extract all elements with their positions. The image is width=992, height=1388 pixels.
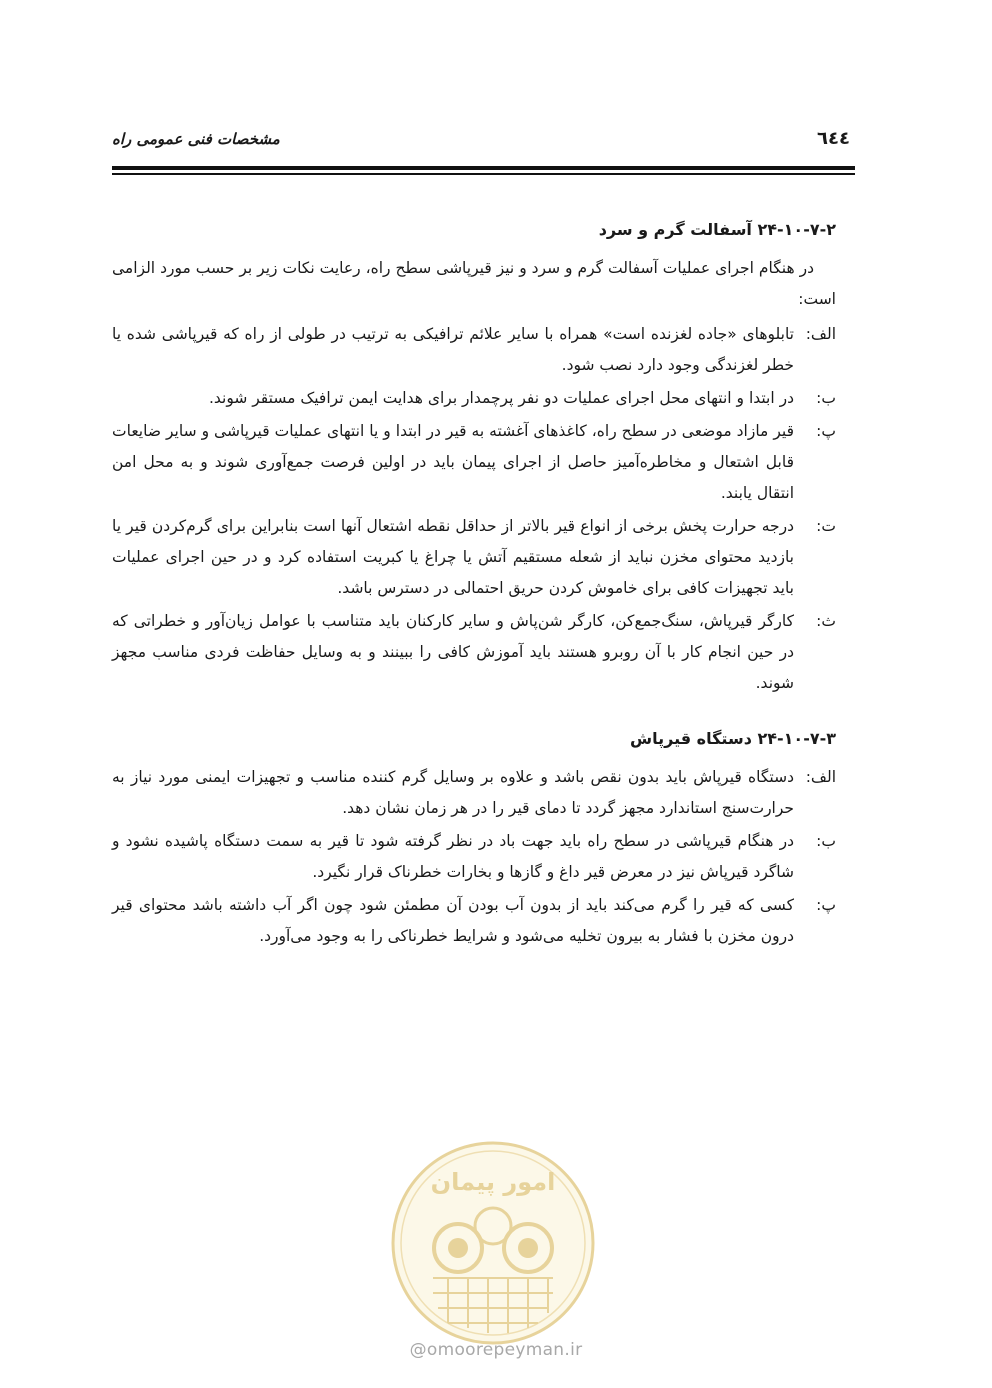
list-item: [112, 606, 836, 699]
list-item: [112, 511, 836, 604]
list-item-label: ب:: [816, 832, 836, 850]
seal-logo-text: امور پیمان: [430, 1168, 556, 1196]
header-rule-thin: [112, 173, 855, 175]
list-item-label: ب:: [816, 389, 836, 407]
list-item: [112, 319, 836, 381]
list-item: [112, 890, 836, 952]
list-item-text: قیر مازاد موضعی در سطح راه، کاغذهای آغشته به قیر در ابتدا و یا انتهای عملیات قیرپاشی و سایر ضایعات قابل اشتعال و مخاطره‌آمیز حاصل از اجرای پیمان باید در اولین فرصت جمع‌آوری شوند و به محل امن انتقال یابند.: [112, 422, 794, 502]
header-rule-thick: [112, 166, 855, 170]
list-item-text: کسی که قیر را گرم می‌کند باید از بدون آب بودن آن مطمئن شود چون اگر آب داشته باشد محتوای قیر درون مخزن با فشار به بیرون تخلیه می‌شود و شرایط خطرناکی را به وجود می‌آورد.: [112, 896, 794, 945]
list-item: [112, 826, 836, 888]
list-item-text: دستگاه قیرپاش باید بدون نقص باشد و علاوه بر وسایل گرم کننده مناسب و تجهیزات ایمنی مورد نیاز به حرارت‌سنج استاندارد مجهز گردد تا دمای قیر را در هر زمان نشان دهد.: [112, 768, 794, 817]
section-intro-paragraph: در هنگام اجرای عملیات آسفالت گرم و سرد و نیز قیرپاشی سطح راه، رعایت نکات زیر بر حسب مورد الزامی است:: [112, 259, 836, 308]
watermark-site-text: @omoorepeyman.ir: [409, 1340, 583, 1360]
list-item-text: در ابتدا و انتهای محل اجرای عملیات دو نفر پرچمدار برای هدایت ایمن ترافیک مستقر شوند.: [208, 389, 794, 407]
seal-emblem-icon: [388, 1138, 598, 1348]
section-heading-bitumen-sprayer: ۲۴-۱۰-۷-۳ دستگاه قیرپاش: [630, 729, 836, 748]
list-item-text: در هنگام قیرپاشی در سطح راه باید جهت باد در نظر گرفته شود تا قیر به سمت دستگاه پاشیده نشود و شاگرد قیرپاش نیز در معرض قیر داغ و گازها و بخارات خطرناک قرار نگیرد.: [112, 832, 794, 881]
list-item-label: ث:: [816, 612, 836, 630]
running-header: [112, 128, 850, 154]
section-heading-hot-cold-asphalt: ۲۴-۱۰-۷-۲ آسفالت گرم و سرد: [598, 220, 836, 239]
list-item-label: الف:: [805, 768, 836, 786]
page-number: ٦٤٤: [817, 128, 850, 149]
book-title: مشخصات فنی عمومی راه: [112, 130, 280, 148]
list-item-text: تابلوهای «جاده لغزنده است» همراه با سایر علائم ترافیکی به ترتیب در طولی از راه که قیرپاشی شده یا خطر لغزندگی وجود دارد نصب شود.: [112, 325, 794, 374]
watermark-logo-seal: [388, 1138, 598, 1348]
page-content: [112, 214, 836, 954]
list-item-label: ت:: [816, 517, 836, 535]
list-item-label: الف:: [805, 325, 836, 343]
list-item: [112, 383, 836, 414]
list-item-label: پ:: [816, 896, 836, 914]
list-item-label: پ:: [816, 422, 836, 440]
list-item-text: کارگر قیرپاش، سنگ‌جمع‌کن، کارگر شن‌پاش و سایر کارکنان باید متناسب با عوامل زیان‌آور و خطراتی که در حین انجام کار با آن روبرو هستند باید آموزش کافی را ببینند و به وسایل حفاظت فردی مناسب مجهز شوند.: [112, 612, 794, 692]
list-item-text: درجه حرارت پخش برخی از انواع قیر بالاتر از حداقل نقطه اشتعال آنها است بنابراین برای گرم‌کردن قیر یا بازدید محتوای مخزن نباید از شعله مستقیم آتش یا چراغ یا کبریت استفاده کرد و در حین اجرای عملیات باید تجهیزات کافی برای خاموش کردن حریق احتمالی در دسترس باشد.: [112, 517, 794, 597]
list-item: [112, 762, 836, 824]
list-item: [112, 416, 836, 509]
